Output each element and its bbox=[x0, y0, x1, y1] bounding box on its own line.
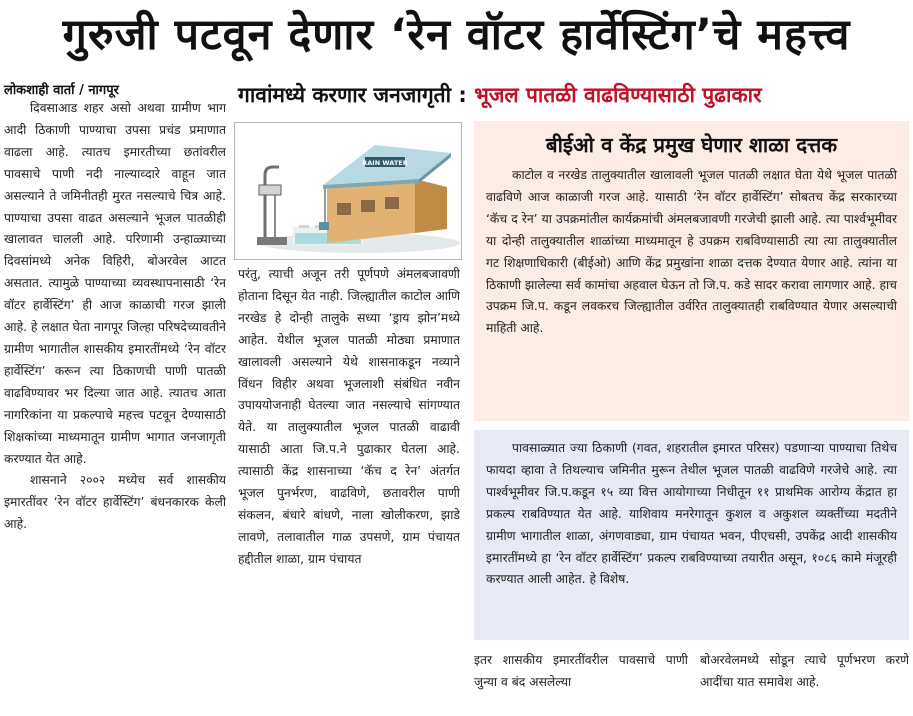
tank-label: RAIN WATER bbox=[362, 159, 408, 167]
headline: गुरुजी पटवून देणार ‘रेन वॉटर हार्वेस्टिंग’चे महत्त्व bbox=[62, 10, 851, 60]
column3-text: इतर शासकीय इमारतींवरील पावसाचे पाणी जुन्या व बंद असलेल्या bbox=[474, 653, 688, 689]
box1-text: काटोल व नरखेड तालुक्यातील खालावली भूजल पातळी लक्षात घेता येथे भूजल पातळी वाढविणे आज काळाजी गरज आहे. यासाठी ‘रेन वॉटर हार्वेस्टिंग’ सोबतच केंद्र सरकारच्या ‘कॅच द रेन’ या उपक्रमांतील कार्यक्रमांची अंमलबजावणी गरजेची झाली आहे. त्या पार्श्वभूमीवर या दोन्ही तालुक्यातील शाळांच्या माध्यमातून हे उपक्रम राबविण्यासाठी त्या त्या तालुक्यातील गट शिक्षणाधिकारी (बीईओ) आणि केंद्र प्रमुखांना शाळा दत्तक देण्यात येणार आहे. त्यांना या ठिकाणी झालेल्या सर्व कामांचा अहवाल घेऊन तो जि.प. कडे सादर करावा लागणार आहे. हाच उपक्रम जि.प. कडून लवकरच जिल्ह्यातील उर्वरित तालुक्यातही राबविण्यात येणार असल्याची माहिती आहे. bbox=[486, 168, 897, 336]
dateline: लोकशाही वार्ता / नागपूर bbox=[4, 83, 119, 98]
subheadline bbox=[238, 81, 762, 109]
sidebar-box-beo bbox=[474, 121, 909, 421]
box1-title: बीईओ व केंद्र प्रमुख घेणार शाळा दत्तक bbox=[545, 133, 838, 157]
article-column-4 bbox=[700, 650, 909, 714]
column4-text: बोअरवेलमध्ये सोडून त्याचे पूर्णभरण करणे आदींचा यात समावेश आहे. bbox=[700, 653, 909, 689]
article-column-2 bbox=[238, 264, 460, 714]
column2-paragraph-1: परंतु, त्याची अजून तरी पूर्णपणे अंमलबजावणी होताना दिसून येत नाही. जिल्ह्यातील काटोल आणि नरखेड हे दोन्ही तालुके सध्या ‘ड्राय झोन’मध्ये आहेत. येथील भूजल पातळी मोठ्या प्रमाणात खालावली असल्याने येथे शासनाकडून नव्याने विंधन विहीर अथवा भूजलाशी संबंधित नवीन उपाययोजनाही घेतल्या जात नसल्याचे सांगण्यात येते. या तालुक्यातील भूजल पातळी वाढावी यासाठी आता जि.प.ने पुढाकार घेतला आहे. त्यासाठी केंद्र शासनाच्या ‘कॅच द रेन’ अंतर्गत भूजल पुनर्भरण, वाढविणे, छतावरील पाणी संकलन, बंधारे बांधणे, नाला खोलीकरण, झाडे लावणे, तलावातील गाळ उपसणे, ग्राम पंचायत हद्दीतील शाळा, ग्राम पंचायत bbox=[238, 267, 460, 566]
column1-paragraph-2: शासनाने २००२ मध्येच सर्व शासकीय इमारतींवर ‘रेन वॉटर हार्वेस्टिंग’ बंधनकारक केली आहे. bbox=[4, 473, 226, 532]
column1-paragraph-1: दिवसाआड शहर असो अथवा ग्रामीण भाग आदी ठिकाणी पाण्याचा उपसा प्रचंड प्रमाणात वाढला आहे. त्यातच इमारतीच्या छतांवरील पावसाचे पाणी नदी नाल्याव्दारे वाहून जात असल्याने ते जमिनीतही मुरत नसल्याचे चित्र आहे. पाण्याचा उपसा वाढत असल्याने भूजल पातळीही खालावत चालली आहे. परिणामी उन्हाळ्याच्या दिवसांमध्ये अनेक विहिरी, बोअरवेल आटत असतात. त्यामुळे पाण्याच्या व्यवस्थापनासाठी ‘रेन वॉटर हार्वेस्टिंग’ ही आज काळाची गरज झाली आहे. हे लक्षात घेता नागपूर जिल्हा परिषदेच्यावतीने ग्रामीण भागातील शासकीय इमारतींमध्ये ‘रेन वॉटर हार्वेस्टिंग’ करून त्या ठिकाणची पाणी पातळी वाढविण्यावर भर दिल्या जात आहे. त्यातच आता नागरिकांना या प्रकल्पाचे महत्त्व पटवून देण्यासाठी शिक्षकांच्या माध्यमातून ग्रामीण भागात जनजागृती करण्यात येत आहे. bbox=[4, 101, 226, 466]
subheadline-part2: भूजल पातळी वाढविण्यासाठी पुढाकार bbox=[474, 83, 762, 107]
article-column-3 bbox=[474, 650, 688, 714]
rainwater-harvesting-illustration bbox=[234, 122, 462, 260]
box2-text: पावसाळ्यात ज्या ठिकाणी (गवत, शहरातील इमारत परिसर) पडणाऱ्या पाण्याचा तिथेच फायदा व्हावा ते तिथल्याच जमिनीत मुरून तेथील भूजल पातळी वाढविणे गरजेचे आहे. त्या पार्श्वभूमीवर जि.प.कडून १५ व्या वित्त आयोगाच्या निधीतून ११ प्राथमिक आरोग्य केंद्रात हा प्रकल्प राबविण्यात येत आहे. याशिवाय मनरेगातून कुशल व अकुशल व्यक्तींच्या मदतीने ग्रामीण भागातील शाळा, अंगणवाड्या, ग्राम पंचायत भवन, पीएचसी, उपकेंद्र आदी शासकीय इमारतींमध्ये हा ‘रेन वॉटर हार्वेस्टिंग’ प्रकल्प राबविण्याच्या तयारीत असून, १०८६ कामे मंजूरही करण्यात आली आहेत. हे विशेष. bbox=[486, 441, 897, 587]
subheadline-part1: गावांमध्ये करणार जनजागृती : bbox=[238, 83, 475, 107]
illustration-svg bbox=[235, 123, 461, 259]
sidebar-box-monsoon bbox=[474, 430, 909, 640]
article-column-1 bbox=[4, 98, 226, 710]
